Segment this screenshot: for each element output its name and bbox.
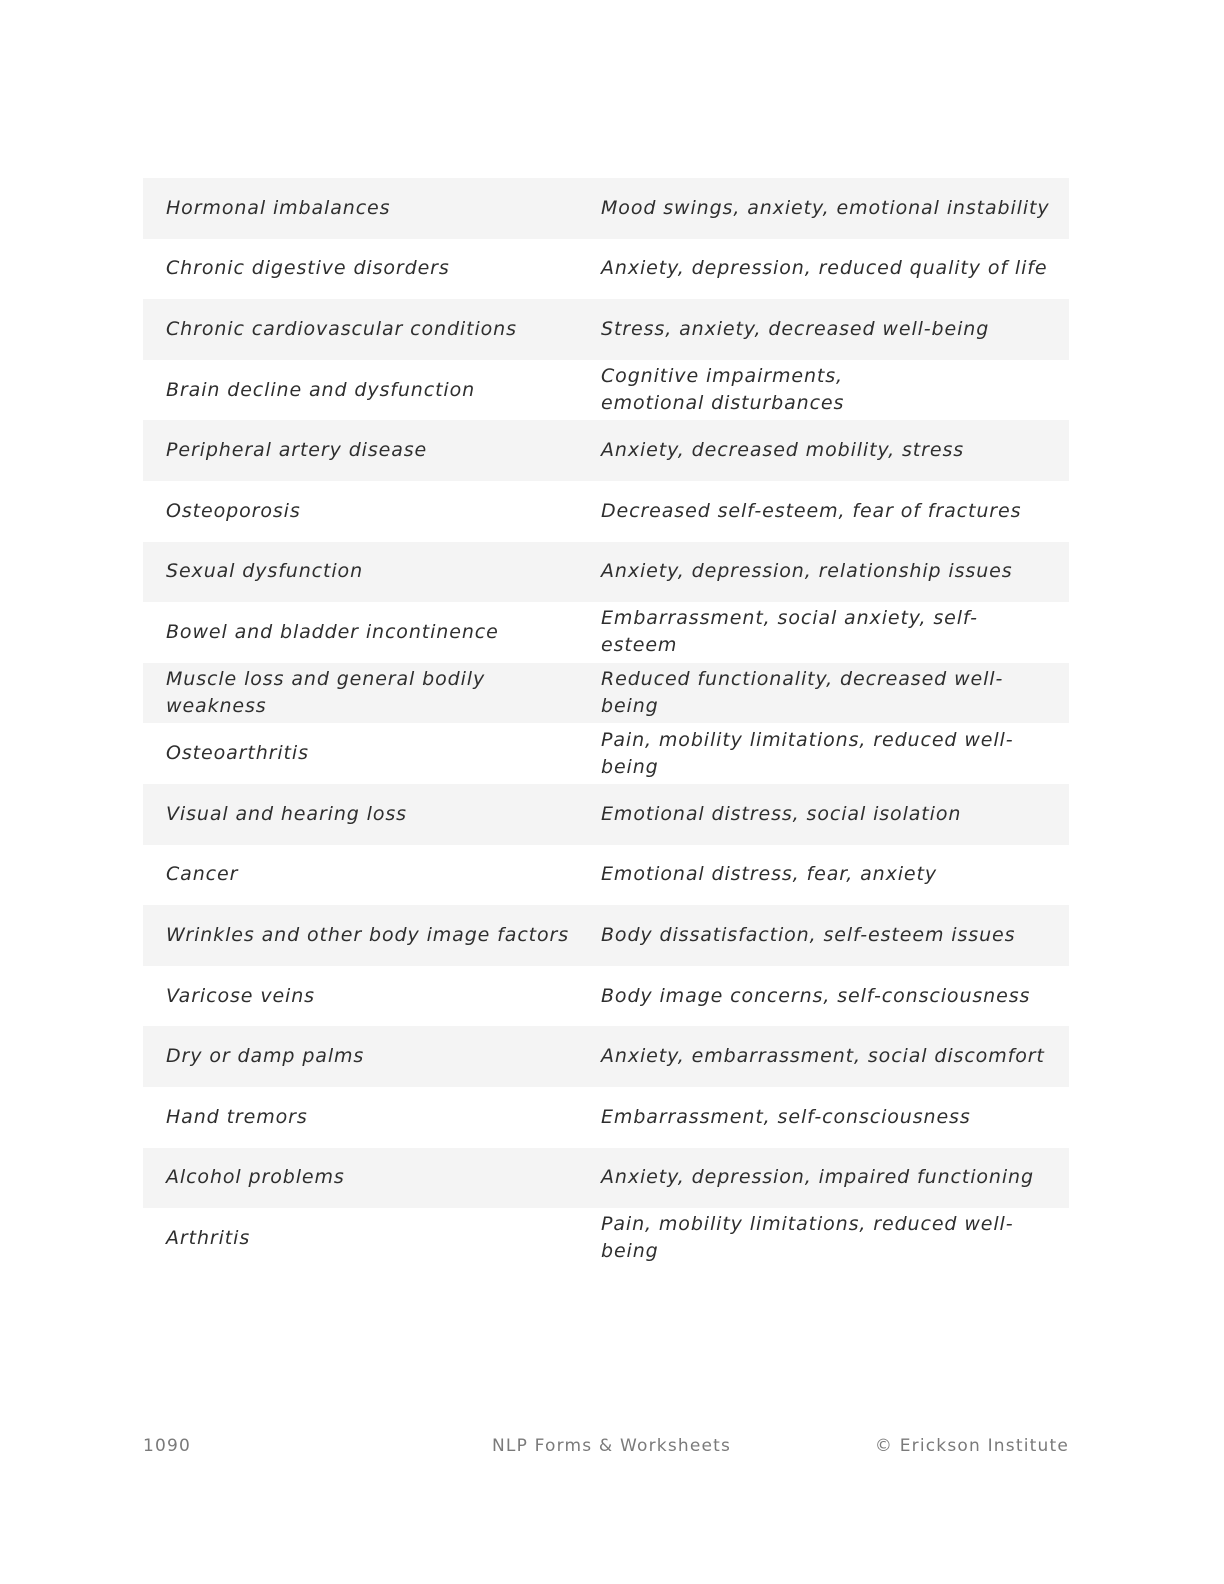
- condition-cell: Sexual dysfunction: [166, 560, 364, 583]
- condition-cell: Alcohol problems: [166, 1166, 345, 1189]
- condition-cell: Brain decline and dysfunction: [166, 378, 476, 401]
- table-row: [143, 299, 1069, 360]
- table-row: [143, 1026, 1069, 1087]
- condition-cell: Arthritis: [166, 1226, 251, 1249]
- condition-cell: Chronic cardiovascular conditions: [166, 317, 517, 340]
- table-row: [143, 905, 1069, 966]
- condition-cell: Hormonal imbalances: [166, 196, 391, 219]
- conditions-table: [143, 178, 1069, 1269]
- condition-cell: Bowel and bladder incontinence: [166, 620, 499, 643]
- document-title: NLP Forms & Worksheets: [492, 1436, 732, 1456]
- impact-cell: Anxiety, depression, relationship issues: [601, 560, 1013, 583]
- impact-cell: Emotional distress, social isolation: [601, 802, 962, 825]
- condition-cell: Osteoarthritis: [166, 742, 309, 765]
- impact-cell: Mood swings, anxiety, emotional instability: [601, 196, 1050, 219]
- impact-cell: Pain, mobility limitations, reduced well-being: [601, 1213, 1014, 1263]
- condition-cell: Osteoporosis: [166, 499, 301, 522]
- table-row: [143, 784, 1069, 845]
- condition-cell: Hand tremors: [166, 1105, 308, 1128]
- impact-cell: Embarrassment, social anxiety, self-esteem: [601, 607, 978, 657]
- table-row: [143, 1087, 1069, 1148]
- impact-cell: Reduced functionality, decreased well-being: [601, 668, 1004, 718]
- impact-cell: Anxiety, decreased mobility, stress: [601, 439, 965, 462]
- table-row: [143, 966, 1069, 1027]
- impact-cell: Anxiety, depression, impaired functioning: [601, 1166, 1034, 1189]
- condition-cell: Varicose veins: [166, 984, 315, 1007]
- impact-cell: Body dissatisfaction, self-esteem issues: [601, 923, 1016, 946]
- table-row: [143, 542, 1069, 603]
- condition-cell: Muscle loss and general bodily weakness: [166, 668, 486, 718]
- table-row: [143, 1208, 1069, 1269]
- condition-cell: Chronic digestive disorders: [166, 257, 450, 280]
- copyright-notice: © Erickson Institute: [874, 1436, 1069, 1456]
- impact-cell: Anxiety, embarrassment, social discomfort: [601, 1045, 1045, 1068]
- table-row: [143, 360, 1069, 421]
- impact-cell: Body image concerns, self-consciousness: [601, 984, 1031, 1007]
- impact-cell: Anxiety, depression, reduced quality of life: [601, 257, 1048, 280]
- table-row: [143, 481, 1069, 542]
- page-footer: [143, 1436, 1069, 1462]
- condition-cell: Peripheral artery disease: [166, 439, 428, 462]
- table-row: [143, 723, 1069, 784]
- impact-cell: Emotional distress, fear, anxiety: [601, 863, 938, 886]
- table-row: [143, 239, 1069, 300]
- table-row: [143, 602, 1069, 663]
- table-row: [143, 1148, 1069, 1209]
- table-row: [143, 420, 1069, 481]
- table-row: [143, 663, 1069, 724]
- table-row: [143, 845, 1069, 906]
- impact-cell: Decreased self-esteem, fear of fractures: [601, 499, 1022, 522]
- impact-cell: Embarrassment, self-consciousness: [601, 1105, 971, 1128]
- condition-cell: Wrinkles and other body image factors: [166, 923, 570, 946]
- impact-cell: Stress, anxiety, decreased well-being: [601, 317, 990, 340]
- condition-cell: Visual and hearing loss: [166, 802, 407, 825]
- table-row: [143, 178, 1069, 239]
- impact-cell: Pain, mobility limitations, reduced well-being: [601, 728, 1014, 778]
- condition-cell: Dry or damp palms: [166, 1045, 365, 1068]
- condition-cell: Cancer: [166, 863, 239, 886]
- impact-cell: Cognitive impairments, emotional disturbances: [601, 365, 845, 415]
- page-number: 1090: [143, 1436, 192, 1456]
